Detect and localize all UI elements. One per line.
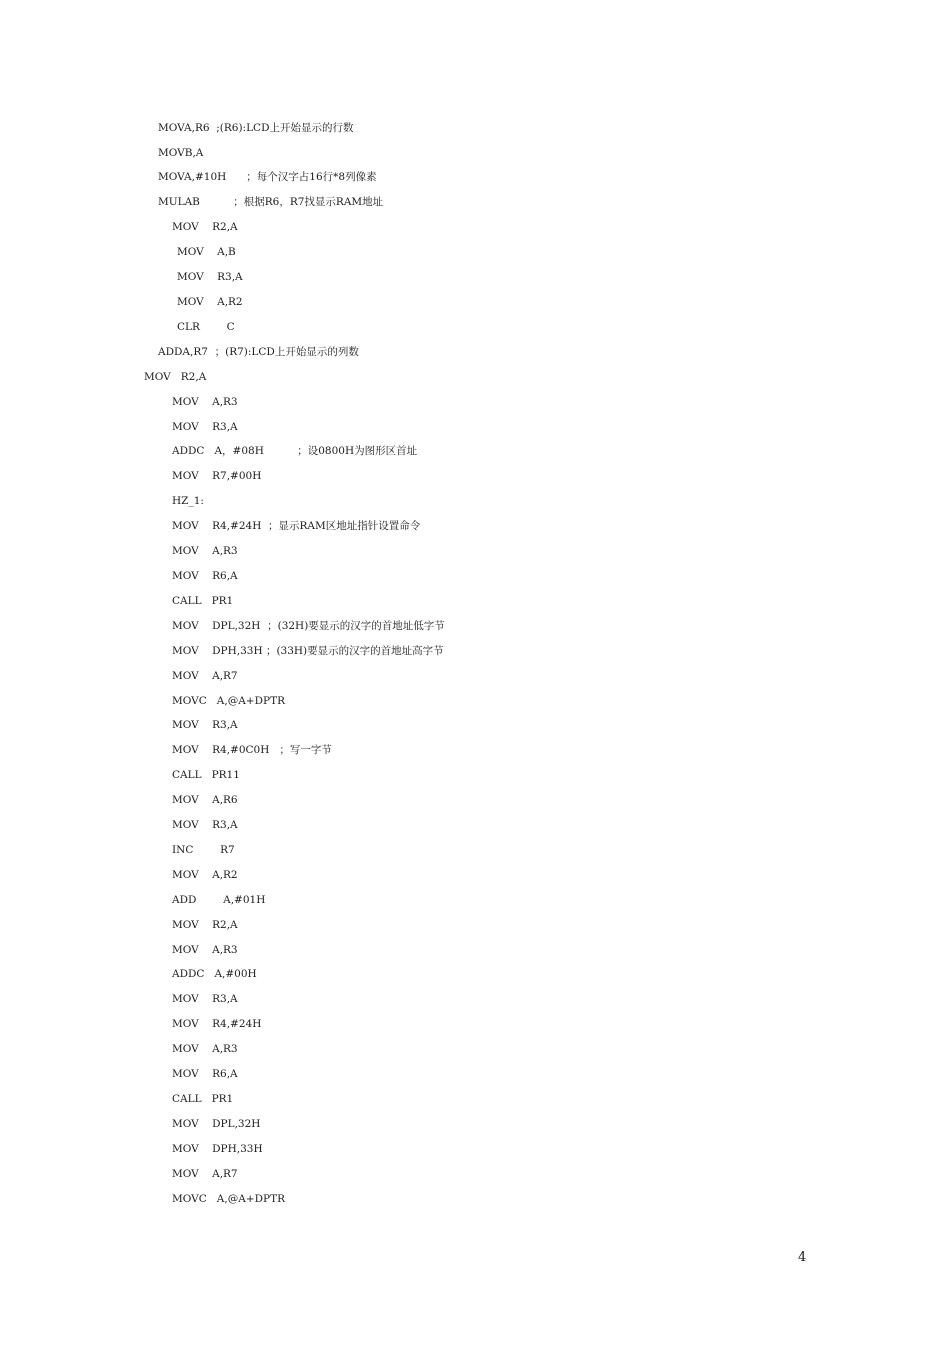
code-line: ADDC A，#08H ；设0800H为图形区首址 [172,445,418,457]
code-line: MOV A,R2 [172,869,238,881]
code-line: CALL PR1 [172,595,234,607]
code-line: MOV R6,A [172,1068,238,1080]
code-line: MOV R4,#24H [172,1018,262,1030]
code-line: MOV A,R2 [177,296,243,308]
code-line: MOV R3,A [177,271,243,283]
code-line: MOV A,R6 [172,794,238,806]
code-line: MOV A,R3 [172,1043,238,1055]
code-line: MOV DPH,33H [172,1143,263,1155]
code-line: ADDC A,#00H [172,968,257,980]
code-line: MOV DPH,33H ；(33H)要显示的汉字的首地址高字节 [172,645,444,657]
code-line: ADDA,R7 ；(R7):LCD上开始显示的列数 [158,346,359,358]
code-line: MOV R7,#00H [172,470,262,482]
code-line: MOV R2,A [172,919,238,931]
code-line: MOV DPL,32H [172,1118,261,1130]
code-line: MOV A,R3 [172,944,238,956]
code-line: MOVC A,@A+DPTR [172,695,285,707]
code-line: CALL PR11 [172,769,240,781]
code-line: MOV DPL,32H ；(32H)要显示的汉字的首地址低字节 [172,620,445,632]
code-line: MOV R3,A [172,819,238,831]
code-line: MOVC A,@A+DPTR [172,1193,285,1205]
code-line: MOV R4,#0C0H ；写一字节 [172,744,332,756]
code-line: MOV R4,#24H ；显示RAM区地址指针设置命令 [172,520,421,532]
code-line: MOV R6,A [172,570,238,582]
code-line: MOV A,R3 [172,396,238,408]
code-line: MOV R3,A [172,993,238,1005]
page-number: 4 [798,1250,807,1265]
code-line: MOV A,R7 [172,670,238,682]
code-line: MOV R2,A [144,371,207,383]
code-line: MOVA,R6 ;(R6):LCD上开始显示的行数 [158,122,354,134]
code-line: MULAB ；根据R6，R7找显示RAM地址 [158,196,384,208]
code-line: INC R7 [172,844,235,856]
code-line: MOV A,R3 [172,545,238,557]
code-line: MOV R3,A [172,719,238,731]
code-line: MOV R2,A [172,221,238,233]
code-line: CALL PR1 [172,1093,234,1105]
code-line: MOV A,R7 [172,1168,238,1180]
code-line: MOVA,#10H ；每个汉字占16行*8列像素 [158,171,377,183]
code-line: ADD A,#01H [172,894,266,906]
code-line: MOV R3,A [172,421,238,433]
code-line: HZ_1: [172,495,204,507]
code-line: CLR C [177,321,235,333]
code-line: MOVB,A [158,147,204,159]
code-line: MOV A,B [177,246,236,258]
